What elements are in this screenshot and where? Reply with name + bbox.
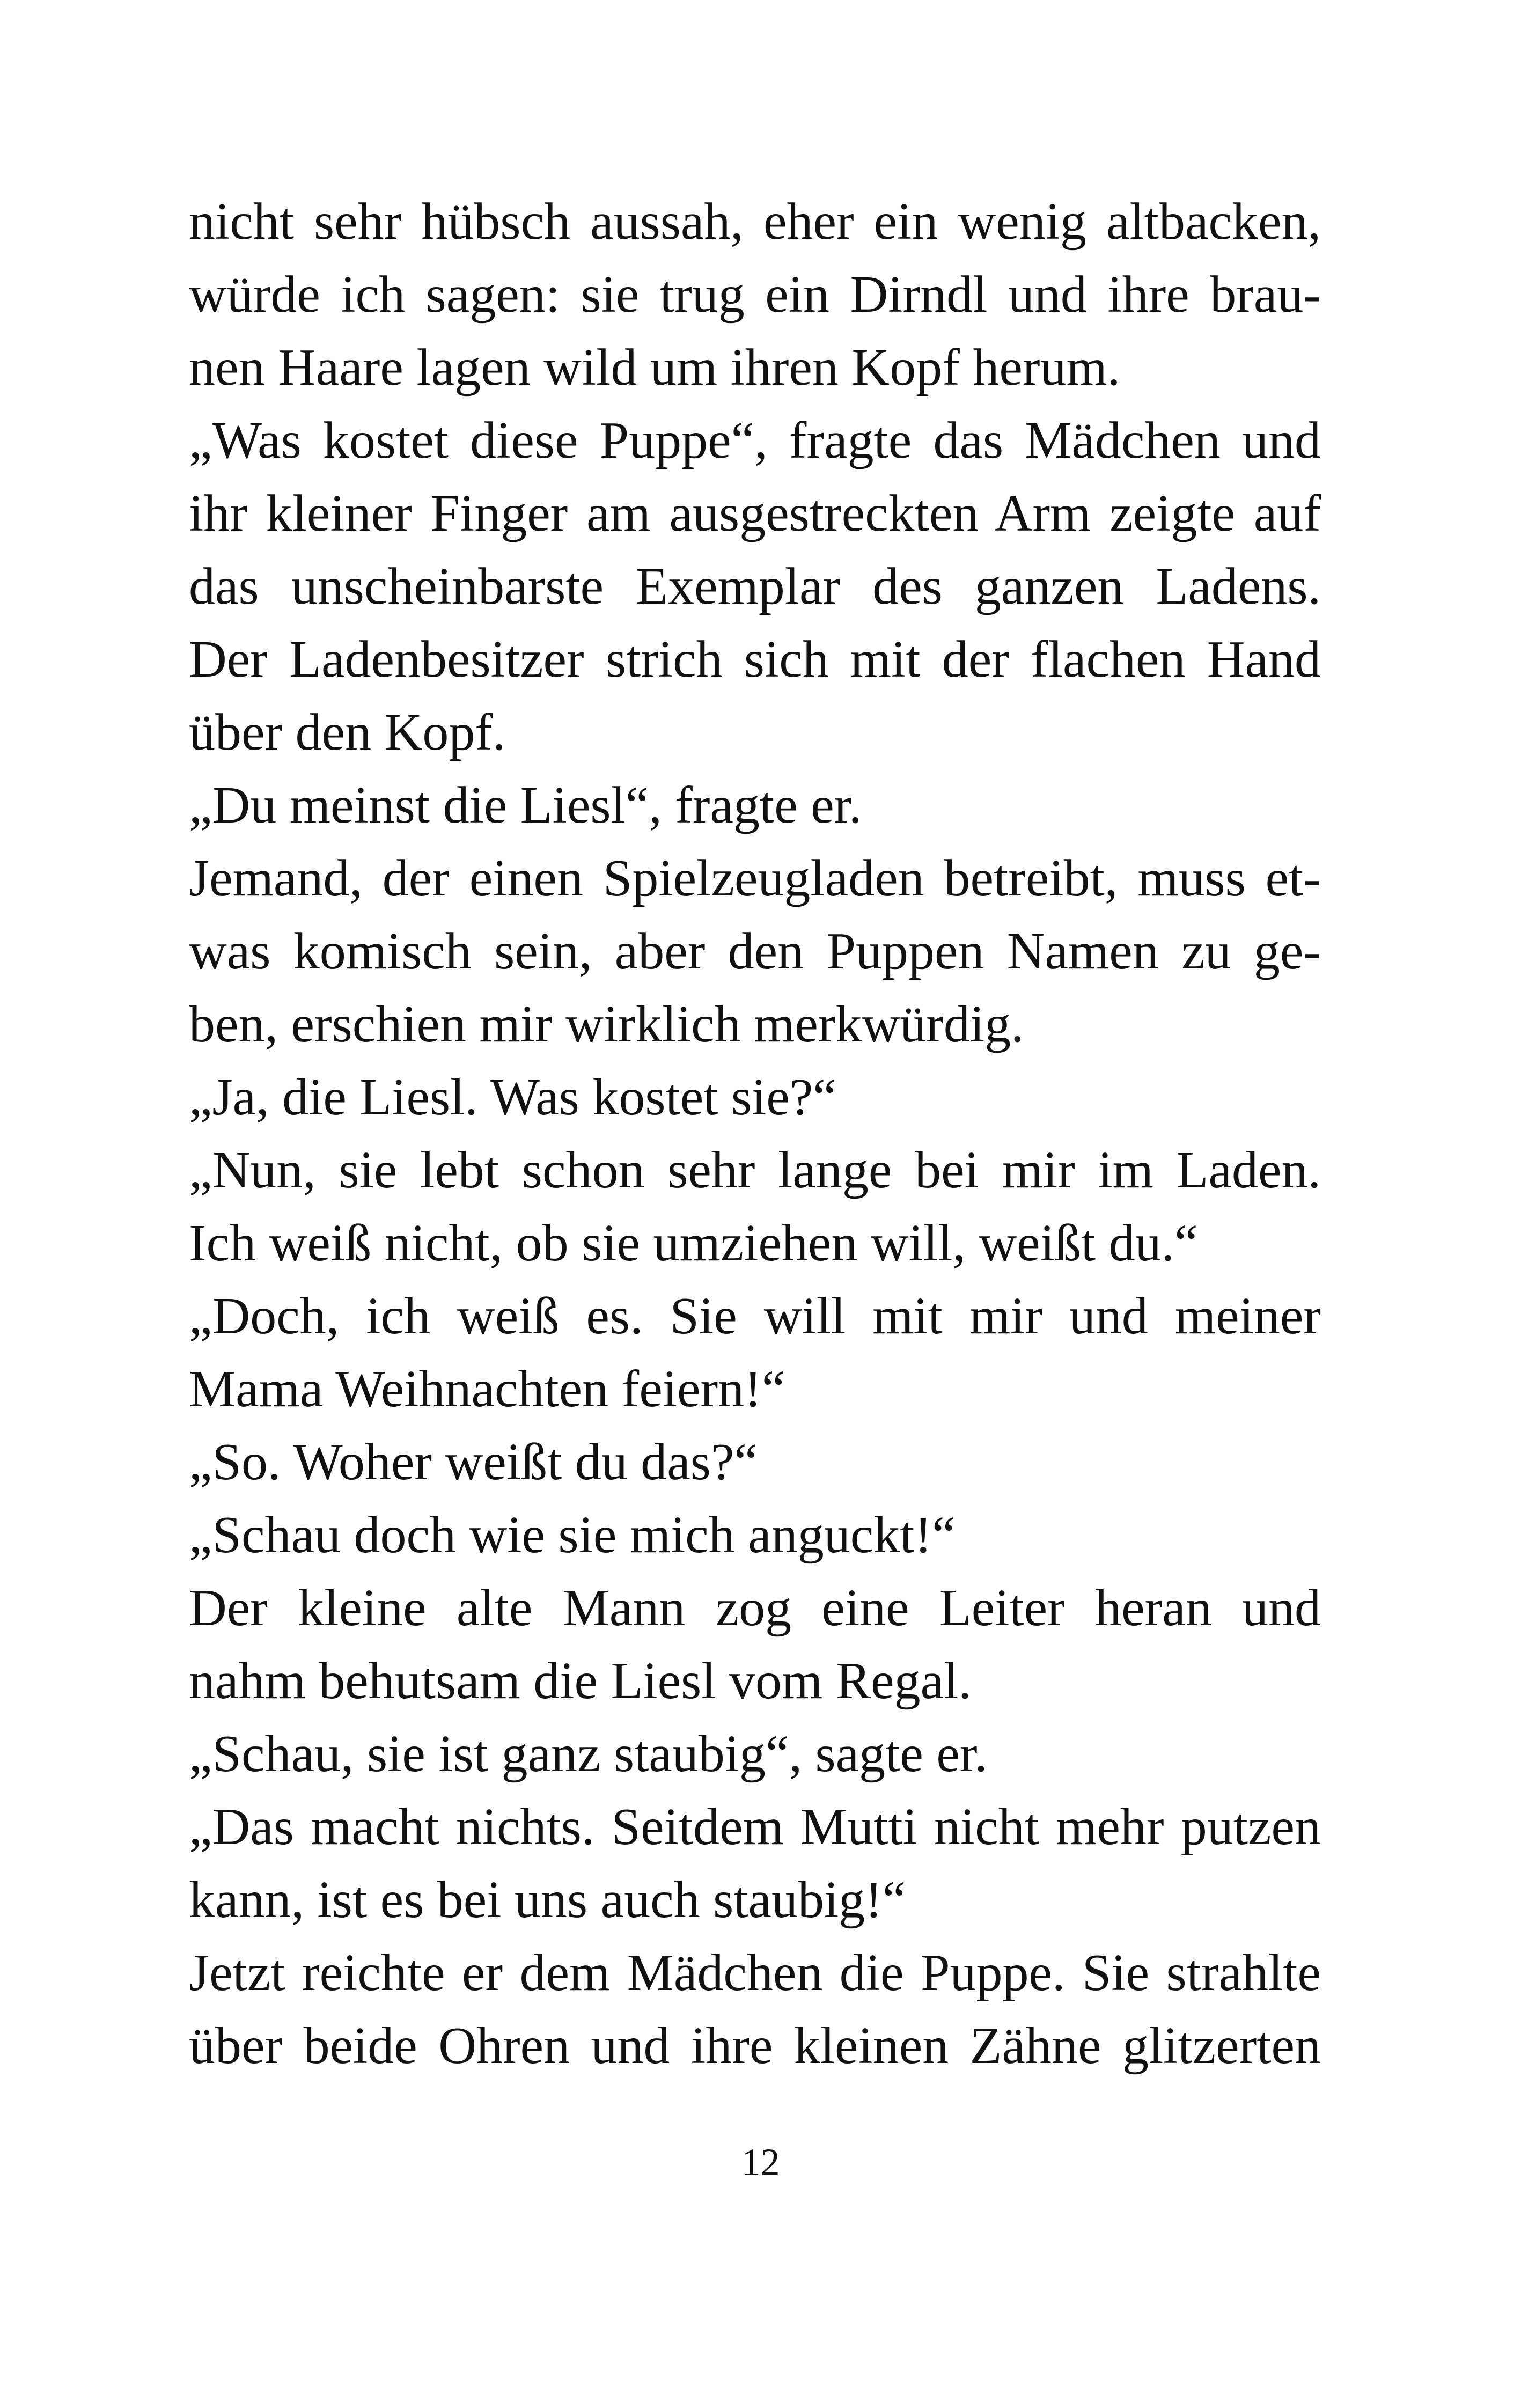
page-number: 12 bbox=[741, 2141, 780, 2184]
text-line: ben, erschien mir wirklich merkwürdig. bbox=[189, 995, 1024, 1053]
text-line: „Schau, sie ist ganz staubig“, sagte er. bbox=[189, 1725, 988, 1783]
text-line: nahm behutsam die Liesl vom Regal. bbox=[189, 1652, 972, 1710]
text-line: würde ich sagen: sie trug ein Dirndl und ihre brau- bbox=[189, 266, 1321, 324]
body-text bbox=[189, 185, 1321, 2082]
text-line: „So. Woher weißt du das?“ bbox=[189, 1433, 758, 1491]
text-line: über beide Ohren und ihre kleinen Zähne glitzerten bbox=[189, 2017, 1321, 2075]
text-line: „Doch, ich weiß es. Sie will mit mir und meiner bbox=[189, 1287, 1321, 1345]
text-line: über den Kopf. bbox=[189, 703, 506, 761]
text-line: „Nun, sie lebt schon sehr lange bei mir im Laden. bbox=[189, 1141, 1321, 1199]
text-line: nicht sehr hübsch aussah, eher ein wenig altbacken, bbox=[189, 193, 1321, 251]
text-line: „Was kostet diese Puppe“, fragte das Mädchen und bbox=[189, 412, 1321, 469]
text-line: Jemand, der einen Spielzeugladen betreibt, muss et- bbox=[189, 849, 1321, 907]
text-line: „Das macht nichts. Seitdem Mutti nicht mehr putzen bbox=[189, 1798, 1321, 1856]
text-line: Jetzt reichte er dem Mädchen die Puppe. Sie strahlte bbox=[189, 1944, 1321, 2002]
text-line: nen Haare lagen wild um ihren Kopf herum. bbox=[189, 339, 1121, 397]
text-line: „Ja, die Liesl. Was kostet sie?“ bbox=[189, 1068, 836, 1126]
text-line: ihr kleiner Finger am ausgestreckten Arm zeigte auf bbox=[189, 484, 1321, 542]
text-line: kann, ist es bei uns auch staubig!“ bbox=[189, 1871, 906, 1929]
text-line: „Du meinst die Liesl“, fragte er. bbox=[189, 776, 862, 834]
text-line: Ich weiß nicht, ob sie umziehen will, weißt du.“ bbox=[189, 1214, 1198, 1272]
text-line: was komisch sein, aber den Puppen Namen zu ge- bbox=[189, 922, 1321, 980]
text-line: „Schau doch wie sie mich anguckt!“ bbox=[189, 1506, 956, 1564]
text-line: Der Ladenbesitzer strich sich mit der flachen Hand bbox=[189, 630, 1321, 688]
text-line: das unscheinbarste Exemplar des ganzen Ladens. bbox=[189, 557, 1321, 615]
text-line: Mama Weihnachten feiern!“ bbox=[189, 1360, 785, 1418]
text-line: Der kleine alte Mann zog eine Leiter heran und bbox=[189, 1579, 1321, 1637]
